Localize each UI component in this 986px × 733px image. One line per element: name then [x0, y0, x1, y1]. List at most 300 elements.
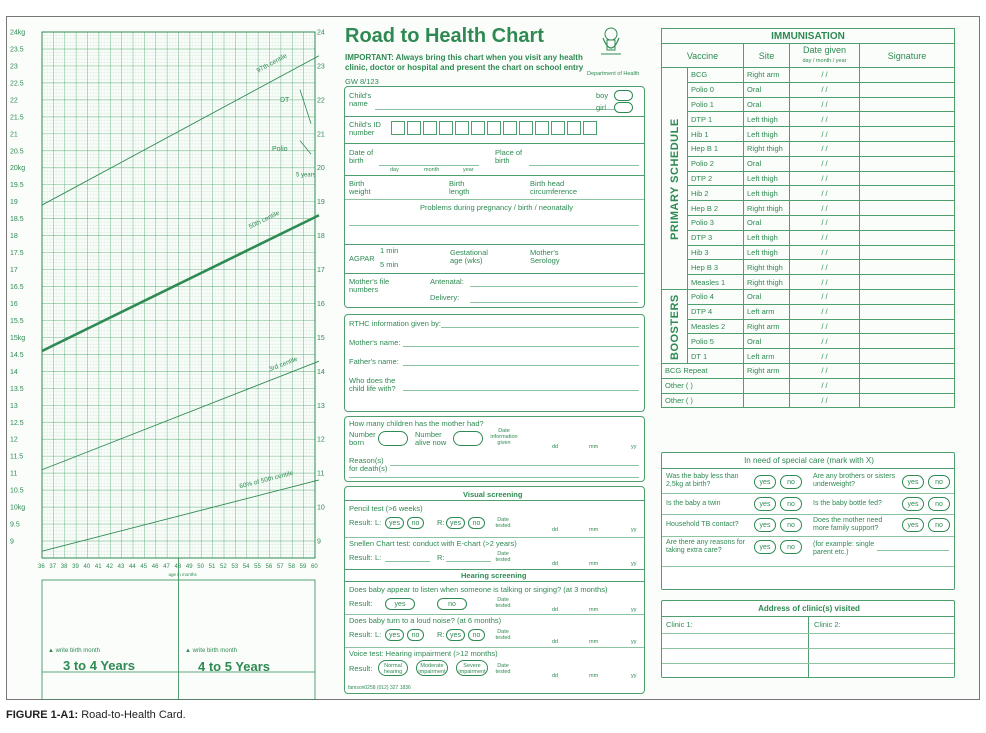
y-tick-label: 12 [10, 436, 18, 444]
vaccine-date[interactable]: / / [790, 275, 860, 290]
month-label: 42 [106, 564, 113, 570]
rthc-info-box [344, 314, 645, 412]
y-tick-label: 19.5 [10, 182, 24, 190]
vaccine-date[interactable]: / / [790, 260, 860, 275]
q1-yes[interactable]: yes [754, 475, 776, 489]
vaccine-date[interactable]: / / [790, 171, 860, 186]
birth-length-label: Birth length [449, 179, 470, 196]
vaccine-site: Left thigh [744, 127, 790, 142]
vaccine-name: Polio 4 [688, 289, 744, 304]
vaccine-site: Oral [744, 215, 790, 230]
y-tick-label: 9.5 [10, 521, 20, 529]
dt-marker: DT [280, 96, 290, 104]
years-3-4-label: 3 to 4 Years [63, 658, 136, 673]
clinic-title: Address of clinic(s) visited [758, 604, 860, 613]
y-tick-label: 23.5 [10, 46, 24, 54]
turn-R: R: [437, 630, 445, 639]
extra-vaccine-row [662, 378, 955, 393]
right-tick-label: 15 [317, 334, 325, 342]
delivery-label: Delivery: [430, 293, 460, 302]
vaccine-row [662, 201, 955, 216]
pencil-L-no[interactable]: no [407, 517, 424, 529]
vaccine-date[interactable]: / / [790, 186, 860, 201]
right-tick-label: 20 [317, 165, 325, 173]
birth-head-label: Birth head circumference [530, 179, 578, 196]
q4-yes[interactable]: yes [902, 497, 924, 511]
antenatal-label: Antenatal: [430, 277, 464, 286]
vaccine-site: Left thigh [744, 186, 790, 201]
id-digit-box[interactable] [407, 121, 421, 135]
extra-vaccine-signature[interactable] [860, 378, 955, 393]
vaccine-name: DTP 1 [688, 112, 744, 127]
q7-label: Are there any reasons for taking extra care? [666, 539, 745, 554]
extra-vaccine-name: Other ( ) [662, 393, 744, 408]
vaccine-date[interactable]: / / [790, 334, 860, 349]
vaccine-site: Oral [744, 82, 790, 97]
vaccine-signature[interactable] [860, 82, 955, 97]
y-tick-label: 17 [10, 267, 18, 275]
vaccine-signature[interactable] [860, 304, 955, 319]
right-tick-label: 18 [317, 233, 325, 241]
month-label: 54 [242, 564, 250, 570]
vaccine-signature[interactable] [860, 349, 955, 364]
month-label: 47 [163, 564, 170, 570]
centile-97-label: 97th centile [255, 52, 289, 75]
dd-label: dd [552, 639, 559, 645]
listen-yes[interactable]: yes [385, 598, 415, 610]
right-tick-label: 13 [317, 402, 325, 410]
centile-3-label: 3rd centile [268, 355, 299, 374]
id-digit-box[interactable] [455, 121, 469, 135]
id-digit-box[interactable] [471, 121, 485, 135]
y-tick-label: 24kg [10, 29, 26, 37]
vaccine-signature[interactable] [860, 260, 955, 275]
y-tick-label: 21 [10, 131, 18, 139]
extra-vaccine-site [744, 378, 790, 393]
vaccine-name: Measles 2 [688, 319, 744, 334]
q8-label: (for example: single parent etc.) [813, 541, 875, 556]
vaccine-date[interactable]: / / [790, 245, 860, 260]
vaccine-row [662, 230, 955, 245]
vaccine-site: Oral [744, 289, 790, 304]
child-id-label: Child's ID number [349, 120, 381, 137]
vaccine-signature[interactable] [860, 334, 955, 349]
vaccine-site: Right arm [744, 319, 790, 334]
vaccine-row [662, 141, 955, 156]
centile-50-label: 50th centile [247, 209, 281, 231]
vaccine-row [662, 319, 955, 334]
right-tick-label: 14 [317, 368, 325, 376]
screening-box [344, 486, 645, 694]
girl-label: girl [596, 103, 607, 112]
vaccine-name: Polio 2 [688, 156, 744, 171]
vaccine-name: DT 1 [688, 349, 744, 364]
fathers-name-label: Father's name: [349, 357, 399, 366]
right-tick-label: 11 [317, 470, 325, 478]
vaccine-site: Left thigh [744, 112, 790, 127]
y-tick-label: 18.5 [10, 216, 24, 224]
q3-no[interactable]: no [780, 497, 802, 511]
dept-label: Department of Health [587, 71, 640, 77]
y-tick-label: 9 [10, 538, 14, 546]
extra-vaccine-signature[interactable] [860, 393, 955, 408]
id-digit-box[interactable] [567, 121, 581, 135]
y-tick-label: 11 [10, 470, 18, 478]
growth-chart [8, 18, 326, 700]
vaccine-date[interactable]: / / [790, 289, 860, 304]
vaccine-signature[interactable] [860, 68, 955, 83]
form-code: GW 8/123 [345, 77, 379, 86]
voice-normal[interactable]: Normal hearing [378, 660, 408, 676]
q7-yes[interactable]: yes [754, 540, 776, 554]
vaccine-name: Polio 0 [688, 82, 744, 97]
id-digit-box[interactable] [391, 121, 405, 135]
pencil-R-yes[interactable]: yes [446, 517, 465, 529]
number-alive-input[interactable] [453, 431, 483, 446]
vaccine-name: Measles 1 [688, 275, 744, 290]
vaccine-signature[interactable] [860, 245, 955, 260]
q2-label: Are any brothers or sisters underweight? [813, 473, 896, 488]
pencil-test-label: Pencil test (>6 weeks) [349, 504, 423, 513]
vaccine-row [662, 215, 955, 230]
vaccine-name: DTP 2 [688, 171, 744, 186]
yy-label: yy [631, 607, 637, 613]
id-digit-box[interactable] [583, 121, 597, 135]
vaccine-site: Left thigh [744, 230, 790, 245]
vaccine-site: Right arm [744, 68, 790, 83]
boosters-label-text: BOOSTERS [669, 294, 681, 360]
q2-no[interactable]: no [928, 475, 950, 489]
turn-R-yes[interactable]: yes [446, 629, 465, 641]
y-tick-label: 10kg [10, 504, 26, 512]
month-label: 41 [94, 564, 102, 570]
child-details-box [344, 86, 645, 308]
mm-label: mm [589, 561, 599, 567]
month-label: 36 [38, 564, 45, 570]
day-label: day [390, 167, 399, 173]
vaccine-row [662, 127, 955, 142]
month-label: 60 [311, 564, 318, 570]
month-label: 52 [220, 564, 227, 570]
vaccine-name: Hep B 1 [688, 141, 744, 156]
vaccine-name: DTP 3 [688, 230, 744, 245]
turn-L: L: [375, 630, 382, 639]
voice-label: Voice test: Hearing impairment (>12 months) [349, 649, 498, 658]
month-label: 50 [197, 564, 204, 570]
clinic1-label: Clinic 1: [666, 620, 693, 629]
five-years-label: 5 years [296, 172, 316, 179]
vaccine-date[interactable]: / / [790, 68, 860, 83]
q4-label: Is the baby bottle fed? [813, 500, 882, 507]
y-tick-label: 16.5 [10, 284, 24, 292]
vaccine-signature[interactable] [860, 201, 955, 216]
vaccine-signature[interactable] [860, 141, 955, 156]
col-date: Date given day / month / year [790, 44, 860, 68]
listen-date-tested: Date tested [495, 597, 511, 609]
turn-result-label: Result: [349, 630, 373, 639]
vaccine-signature[interactable] [860, 319, 955, 334]
turn-label: Does baby turn to a loud noise? (at 6 months) [349, 616, 502, 625]
primary-group-label [662, 68, 688, 290]
vaccine-signature[interactable] [860, 127, 955, 142]
boosters-group-label [662, 289, 688, 363]
q3-label: Is the baby a twin [666, 500, 721, 507]
q6-no[interactable]: no [928, 518, 950, 532]
centile-60-label: 60% of 50th centile [238, 469, 295, 491]
vaccine-signature[interactable] [860, 112, 955, 127]
id-digit-box[interactable] [551, 121, 565, 135]
vaccine-name: Hep B 3 [688, 260, 744, 275]
growth-chart-panel [8, 18, 326, 700]
vaccine-row [662, 289, 955, 304]
coat-of-arms-icon [595, 24, 627, 62]
voice-result-label: Result: [349, 664, 373, 673]
month-label: 53 [231, 564, 239, 570]
vaccine-date[interactable]: / / [790, 319, 860, 334]
listen-no[interactable]: no [437, 598, 467, 610]
vaccine-date[interactable]: / / [790, 304, 860, 319]
figure-caption [6, 709, 186, 721]
extra-vaccine-date[interactable]: / / [790, 393, 860, 408]
right-tick-label: 22 [317, 97, 325, 105]
voice-moderate[interactable]: Moderate impairment [416, 660, 448, 676]
primary-label-text: PRIMARY SCHEDULE [669, 118, 681, 240]
y-tick-label: 14.5 [10, 351, 24, 359]
visual-screening-heading: Visual screening [463, 490, 523, 499]
vaccine-signature[interactable] [860, 97, 955, 112]
hearing-screening-heading: Hearing screening [461, 571, 527, 580]
extra-vaccine-row [662, 393, 955, 408]
special-care-title: In need of special care (mark with X) [744, 456, 874, 465]
yy-label: yy [631, 673, 637, 679]
caption-text: Road-to-Health Card. [81, 709, 186, 721]
vaccine-date[interactable]: / / [790, 349, 860, 364]
q4-no[interactable]: no [928, 497, 950, 511]
vaccine-signature[interactable] [860, 215, 955, 230]
q5-no[interactable]: no [780, 518, 802, 532]
yy-label: yy [631, 444, 637, 450]
birth-month-note-right: ▲ write birth month [185, 648, 237, 654]
serology-label: Mother's Serology [530, 248, 560, 265]
vaccine-row [662, 334, 955, 349]
snellen-result-label: Result: [349, 553, 373, 562]
y-tick-label: 16 [10, 300, 18, 308]
dd-label: dd [552, 607, 559, 613]
vaccine-date[interactable]: / / [790, 127, 860, 142]
immunisation-title: IMMUNISATION [662, 29, 955, 44]
right-tick-label: 12 [317, 436, 325, 444]
month-label: 49 [185, 564, 193, 570]
right-tick-label: 23 [317, 63, 325, 71]
q6-label: Does the mother need more family support? [813, 517, 883, 532]
q3-yes[interactable]: yes [754, 497, 776, 511]
important-note: IMPORTANT: Always bring this chart when you visit any health clinic, doctor or hospital and present the chart on school entry [345, 53, 584, 72]
vaccine-name: DTP 4 [688, 304, 744, 319]
y-tick-label: 15kg [10, 334, 26, 342]
birth-weight-label: Birth weight [349, 179, 371, 196]
reasons-label: Reason(s) for death(s) [349, 456, 388, 473]
y-tick-label: 19 [10, 199, 18, 207]
vaccine-name: Hep B 2 [688, 201, 744, 216]
vaccine-name: Polio 3 [688, 215, 744, 230]
q5-yes[interactable]: yes [754, 518, 776, 532]
agpar-5min: 5 min [380, 260, 399, 269]
year-label: year [463, 167, 474, 173]
voice-date-tested: Date tested [495, 663, 511, 675]
vaccine-site: Right thigh [744, 260, 790, 275]
mm-label: mm [589, 639, 599, 645]
pencil-date-tested: Date tested [495, 517, 511, 529]
y-tick-label: 13 [10, 402, 18, 410]
special-care-box [661, 452, 955, 590]
children-box [344, 416, 645, 482]
vaccine-row [662, 349, 955, 364]
vaccine-date[interactable]: / / [790, 201, 860, 216]
dd-label: dd [552, 444, 559, 450]
q5-label: Household TB contact? [666, 521, 739, 528]
dob-label: Date of birth [349, 148, 374, 165]
pencil-L-yes[interactable]: yes [385, 517, 404, 529]
vaccine-name: Hib 3 [688, 245, 744, 260]
boy-checkbox[interactable] [614, 90, 633, 101]
dd-label: dd [552, 527, 559, 533]
id-digit-box[interactable] [519, 121, 533, 135]
q6-yes[interactable]: yes [902, 518, 924, 532]
vaccine-row [662, 82, 955, 97]
extra-vaccine-site: Right arm [744, 363, 790, 378]
number-born-input[interactable] [378, 431, 408, 446]
vaccine-site: Right thigh [744, 141, 790, 156]
month-label: 43 [117, 564, 125, 570]
snellen-R: R: [437, 553, 445, 562]
immunisation-table [661, 28, 955, 408]
childs-name-label: Child's name [349, 91, 372, 108]
clinic2-label: Clinic 2: [814, 620, 841, 629]
right-tick-label: 24 [317, 29, 325, 37]
id-digit-box[interactable] [439, 121, 453, 135]
month-label: 40 [83, 564, 91, 570]
q2-yes[interactable]: yes [902, 475, 924, 489]
id-digit-box[interactable] [487, 121, 501, 135]
pencil-R-no[interactable]: no [468, 517, 485, 529]
month-label: 57 [276, 564, 284, 570]
number-born-label: Number born [349, 430, 376, 447]
voice-severe[interactable]: Severe impairment [456, 660, 488, 676]
id-digit-box[interactable] [423, 121, 437, 135]
y-tick-label: 13.5 [10, 385, 24, 393]
extra-vaccine-signature[interactable] [860, 363, 955, 378]
y-tick-label: 12.5 [10, 419, 24, 427]
years-4-5-label: 4 to 5 Years [198, 659, 271, 674]
extra-vaccine-date[interactable]: / / [790, 363, 860, 378]
vaccine-row [662, 245, 955, 260]
clinic-box [661, 600, 955, 678]
problems-label: Problems during pregnancy / birth / neonatally [420, 203, 574, 212]
y-tick-label: 10.5 [10, 487, 24, 495]
vaccine-signature[interactable] [860, 289, 955, 304]
turn-L-yes[interactable]: yes [385, 629, 404, 641]
vaccine-signature[interactable] [860, 156, 955, 171]
mm-label: mm [589, 673, 599, 679]
girl-checkbox[interactable] [614, 102, 633, 113]
mm-label: mm [589, 607, 599, 613]
vaccine-site: Left arm [744, 304, 790, 319]
vaccine-date[interactable]: / / [790, 97, 860, 112]
file-numbers-label: Mother's file numbers [349, 277, 390, 294]
polio-marker: Polio [272, 146, 288, 154]
vaccine-signature[interactable] [860, 275, 955, 290]
vaccine-name: Hib 1 [688, 127, 744, 142]
month-label: 58 [288, 564, 295, 570]
turn-date-tested: Date tested [495, 629, 511, 641]
month-label: 56 [265, 564, 273, 570]
vaccine-row [662, 304, 955, 319]
vaccine-signature[interactable] [860, 230, 955, 245]
age-label: age in months [168, 572, 197, 577]
y-tick-label: 14 [10, 368, 18, 376]
vaccine-signature[interactable] [860, 186, 955, 201]
vaccine-date[interactable]: / / [790, 82, 860, 97]
listen-label: Does baby appear to listen when someone is talking or singing? (at 3 months) [349, 585, 608, 594]
vaccine-site: Left thigh [744, 171, 790, 186]
extra-vaccine-date[interactable]: / / [790, 378, 860, 393]
birth-month-note-left: ▲ write birth month [48, 648, 100, 654]
month-label: 44 [129, 564, 136, 570]
y-tick-label: 18 [10, 233, 18, 241]
snellen-date-tested: Date tested [495, 551, 511, 563]
y-tick-label: 22 [10, 97, 18, 105]
turn-L-no[interactable]: no [407, 629, 424, 641]
vaccine-signature[interactable] [860, 171, 955, 186]
vaccine-date[interactable]: / / [790, 112, 860, 127]
vaccine-row [662, 186, 955, 201]
vaccine-site: Oral [744, 97, 790, 112]
vaccine-date[interactable]: / / [790, 141, 860, 156]
chart-title: Road to Health Chart [345, 25, 544, 47]
vaccine-site: Oral [744, 156, 790, 171]
right-tick-label: 9 [317, 538, 321, 546]
q7-no[interactable]: no [780, 540, 802, 554]
extra-vaccine-row [662, 363, 955, 378]
turn-R-no[interactable]: no [468, 629, 485, 641]
centile-60-line [42, 480, 319, 551]
month-label: 51 [208, 564, 216, 570]
y-tick-label: 17.5 [10, 250, 24, 258]
y-tick-label: 11.5 [10, 453, 24, 461]
footer-code: famson0258 (012) 327 1836 [348, 685, 411, 691]
snellen-L: L: [375, 553, 382, 562]
right-tick-label: 21 [317, 131, 325, 139]
id-digit-box[interactable] [503, 121, 517, 135]
month-label: 59 [299, 564, 307, 570]
vaccine-date[interactable]: / / [790, 215, 860, 230]
vaccine-date[interactable]: / / [790, 230, 860, 245]
id-digit-box[interactable] [535, 121, 549, 135]
agpar-1min: 1 min [380, 246, 399, 255]
pencil-result-label: Result: [349, 518, 373, 527]
col-vaccine: Vaccine [662, 44, 744, 68]
col-site: Site [744, 44, 790, 68]
agpar-label: AGPAR [349, 254, 375, 263]
q1-no[interactable]: no [780, 475, 802, 489]
gestational-label: Gestational age (wks) [450, 248, 488, 265]
vaccine-date[interactable]: / / [790, 156, 860, 171]
dd-label: dd [552, 673, 559, 679]
how-many-label: How many children has the mother had? [349, 419, 484, 428]
yy-label: yy [631, 639, 637, 645]
vaccine-site: Left thigh [744, 245, 790, 260]
y-tick-label: 20.5 [10, 148, 24, 156]
